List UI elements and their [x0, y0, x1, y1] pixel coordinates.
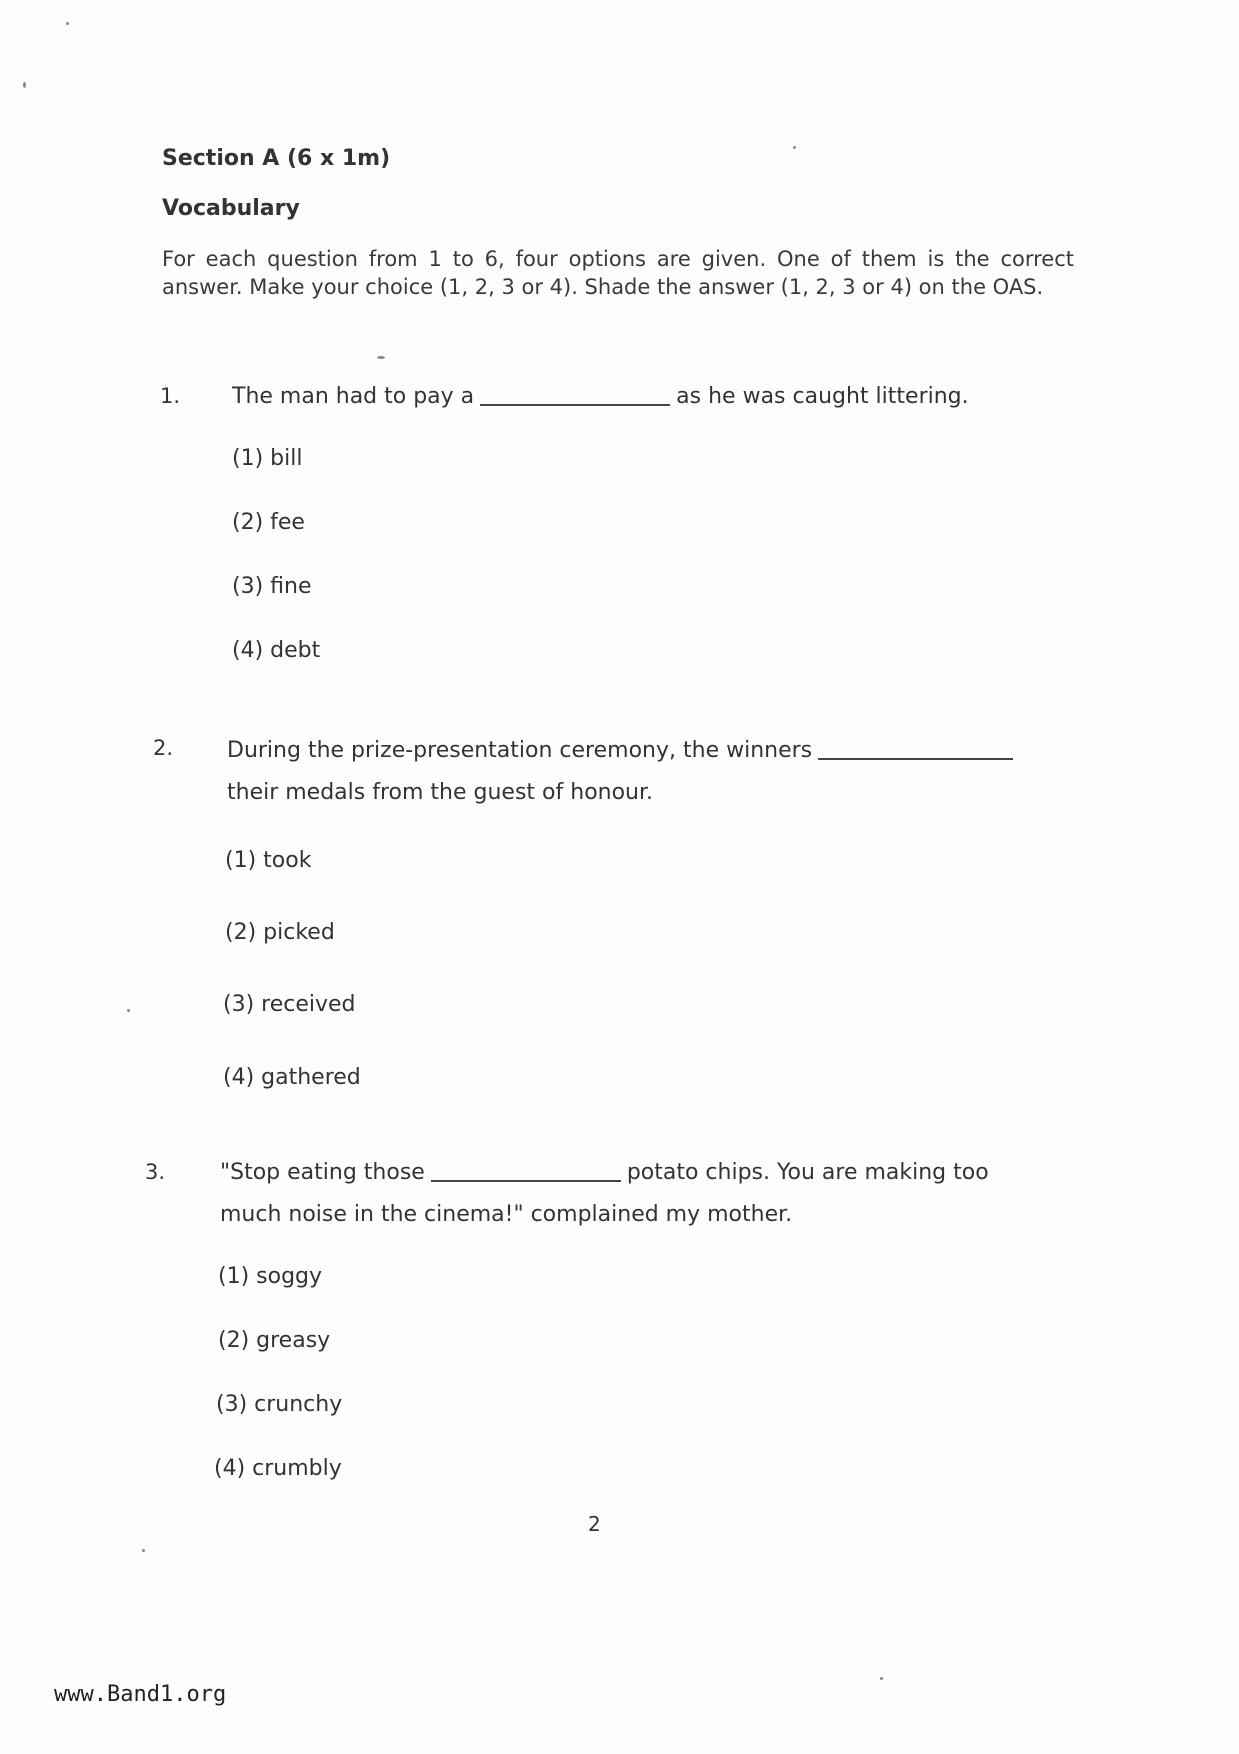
question-number: 1.: [160, 384, 181, 408]
option-2: (2) fee: [232, 510, 305, 535]
question-text: [227, 738, 1019, 763]
scan-speck: [127, 1009, 130, 1012]
scan-speck: [793, 146, 796, 149]
scan-speck: [66, 22, 69, 25]
option-1: (1) took: [225, 848, 312, 873]
scan-speck: [377, 356, 385, 359]
question-text-before-blank: During the prize-presentation ceremony, the winners: [227, 738, 813, 763]
option-3: (3) fine: [232, 574, 312, 599]
question-text-after-blank: potato chips. You are making too: [626, 1160, 989, 1185]
question-text-line2: their medals from the guest of honour.: [227, 780, 654, 805]
section-subtitle: Vocabulary: [162, 196, 300, 221]
question-text: [220, 1160, 989, 1185]
question-text-line2: much noise in the cinema!" complained my mother.: [220, 1202, 793, 1227]
option-4: (4) gathered: [223, 1065, 361, 1090]
question-text-after-blank: as he was caught littering.: [676, 384, 969, 409]
answer-blank: [431, 1180, 621, 1182]
option-3: (3) received: [223, 992, 356, 1017]
scan-speck: [880, 1677, 883, 1680]
scan-speck: [142, 1549, 145, 1552]
question-text-before-blank: "Stop eating those: [220, 1160, 425, 1185]
option-4: (4) crumbly: [214, 1456, 342, 1481]
option-1: (1) bill: [232, 446, 303, 471]
option-3: (3) crunchy: [216, 1392, 343, 1417]
instructions: For each question from 1 to 6, four options are given. One of them is the correct answer. Make your choice (1, 2, 3 or 4). Shade the answer (1, 2, 3 or 4) on the OAS.: [162, 247, 1074, 299]
section-title: Section A (6 x 1m): [162, 146, 391, 171]
option-2: (2) picked: [225, 920, 335, 945]
question-number: 2.: [153, 736, 174, 760]
question-text: [232, 384, 969, 409]
option-1: (1) soggy: [218, 1264, 323, 1289]
option-4: (4) debt: [232, 638, 321, 663]
option-2: (2) greasy: [218, 1328, 331, 1353]
watermark-url[interactable]: www.Band1.org: [54, 1682, 227, 1707]
page-number: 2: [588, 1512, 601, 1536]
answer-blank: [818, 758, 1013, 760]
scan-speck: [23, 82, 26, 88]
question-text-before-blank: The man had to pay a: [232, 384, 475, 409]
answer-blank: [480, 404, 670, 406]
question-number: 3.: [145, 1160, 166, 1184]
